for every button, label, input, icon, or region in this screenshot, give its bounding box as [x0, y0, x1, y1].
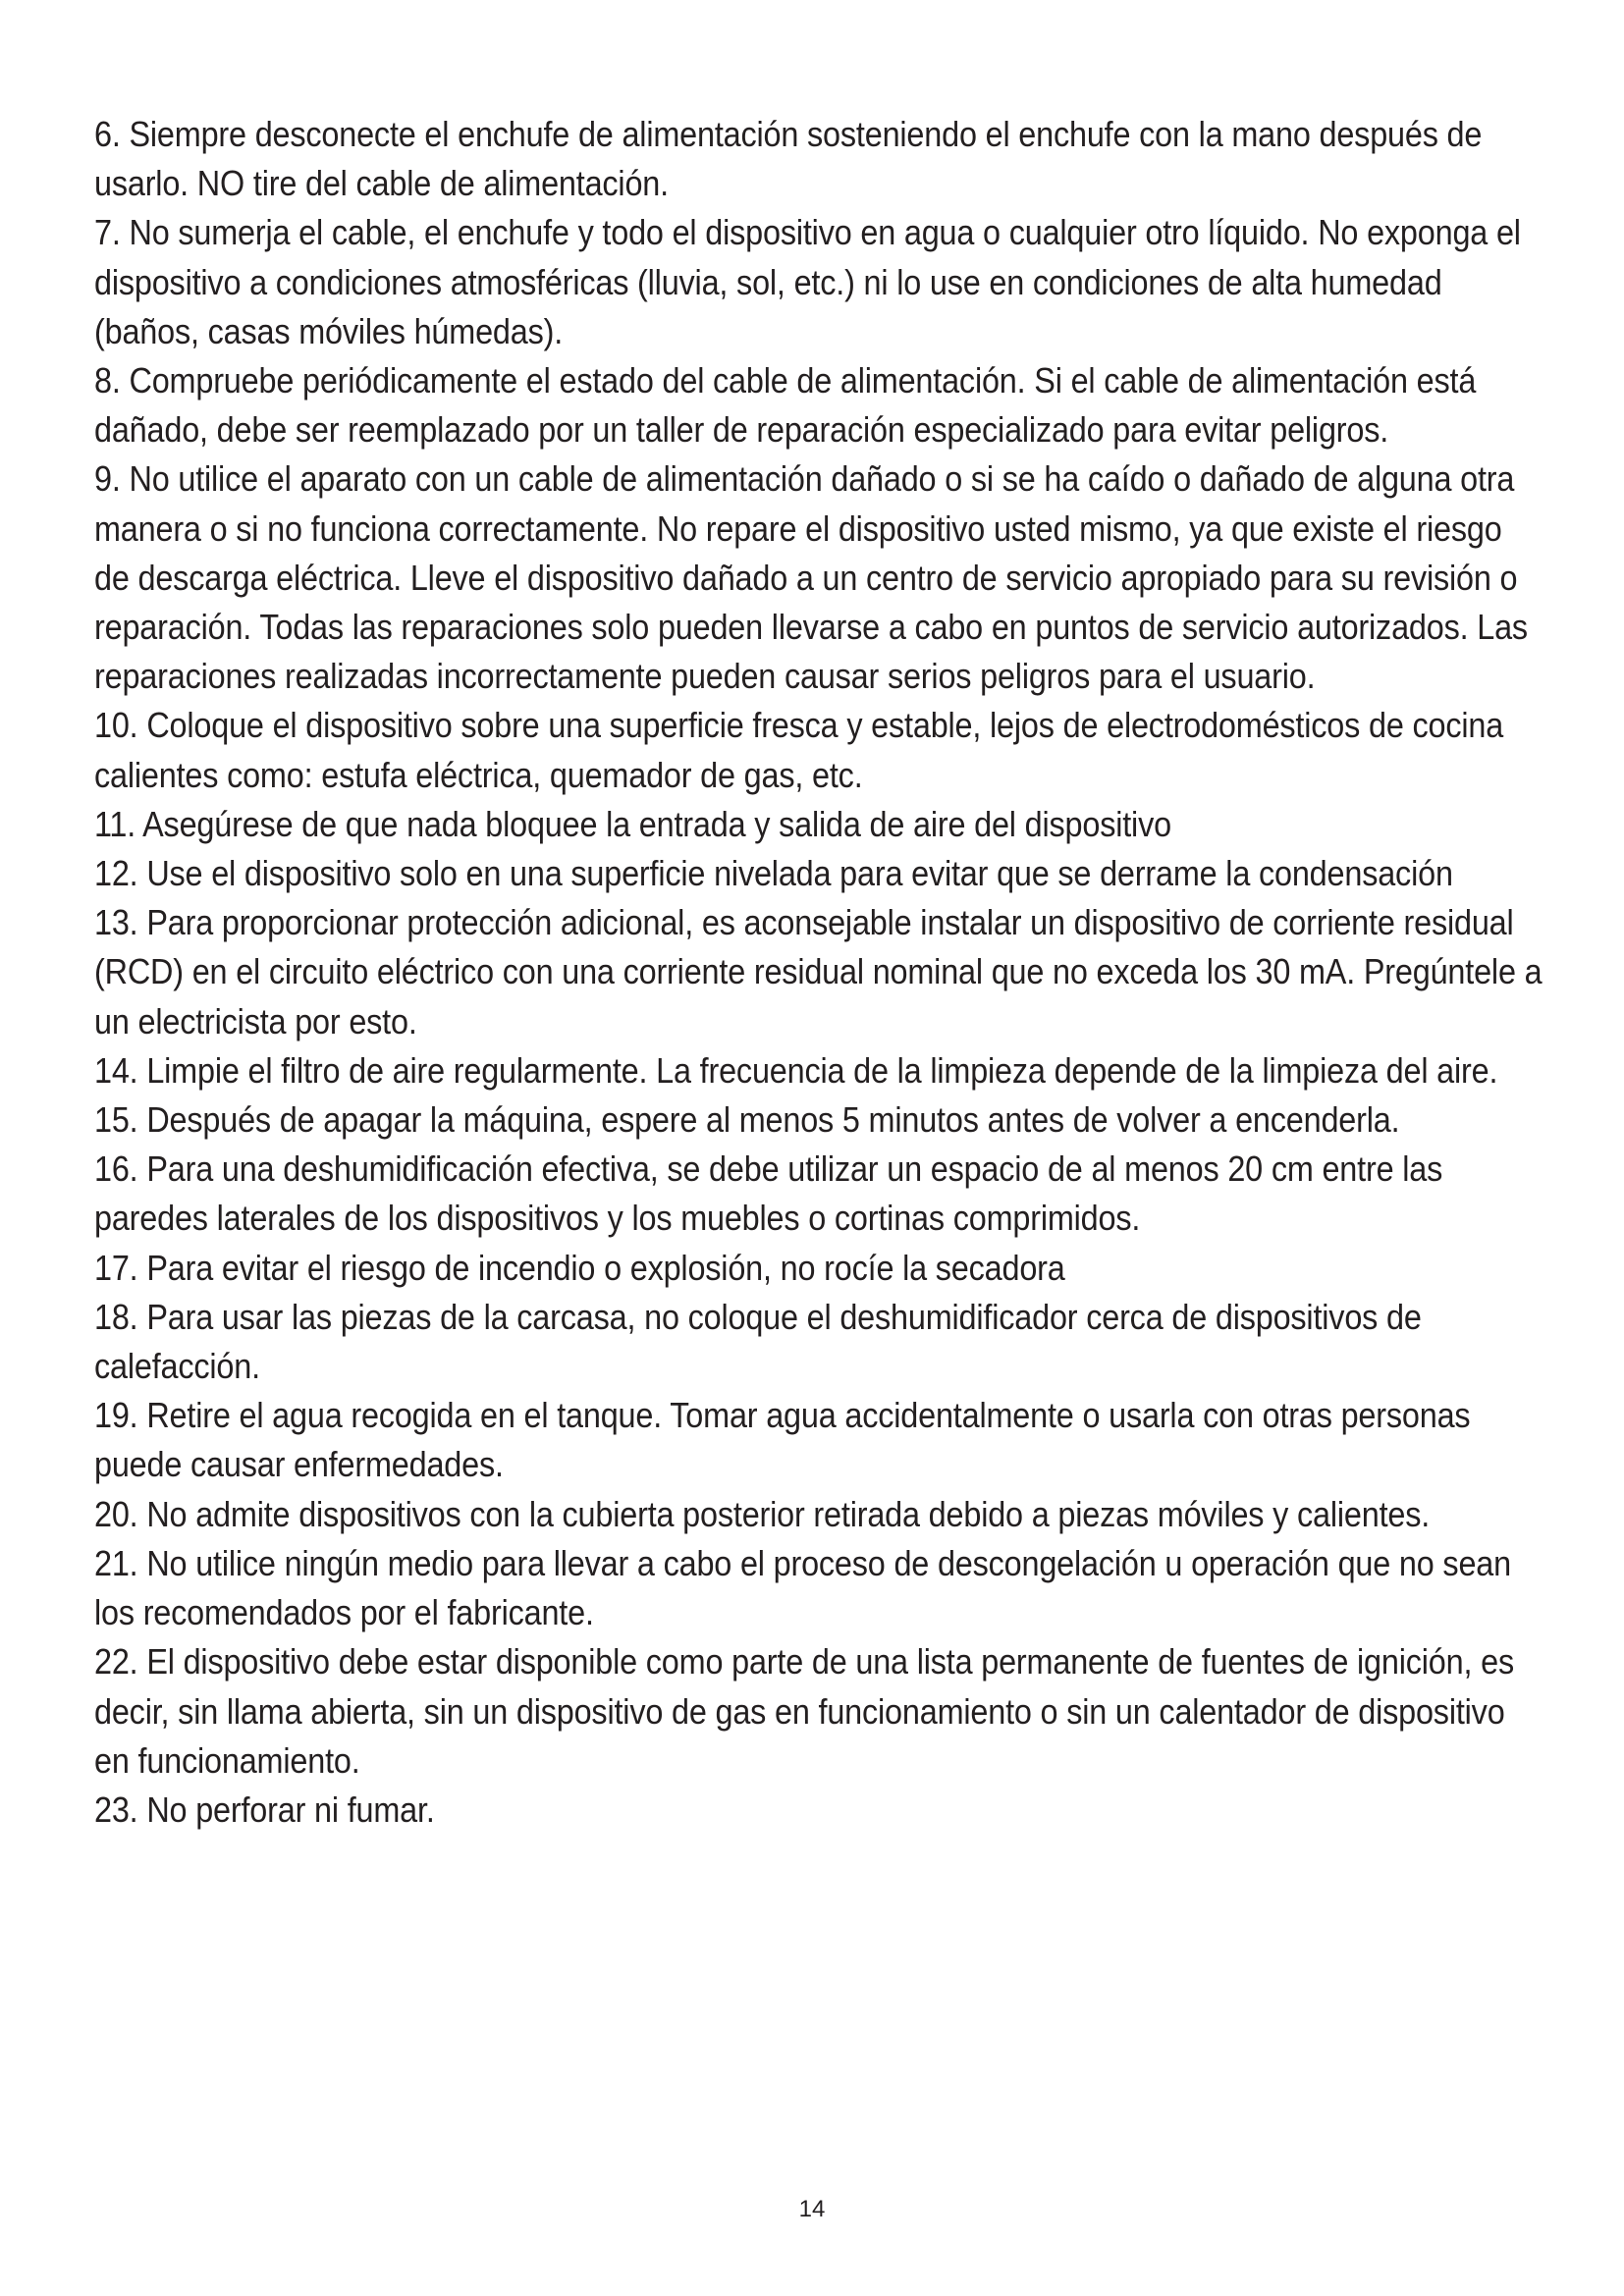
instruction-item-23: 23. No perforar ni fumar.	[94, 1789, 435, 1830]
instruction-item-17: 17. Para evitar el riesgo de incendio o explosión, no rocíe la secadora	[94, 1247, 1065, 1288]
instruction-item-7: 7. No sumerja el cable, el enchufe y todo el dispositivo en agua o cualquier otro líquido. No exponga el dispositivo a condiciones atmosféricas (lluvia, sol, etc.) ni lo use en condiciones de alta humedad (baños, casas móviles húmedas).	[94, 212, 1521, 351]
instruction-item-9: 9. No utilice el aparato con un cable de alimentación dañado o si se ha caído o dañado de alguna otra manera o si no funciona correctamente. No repare el dispositivo usted mismo, ya que existe el riesgo de descarga eléctrica. Lleve el dispositivo dañado a un centro de servicio apropiado para su revisión o reparación. Todas las reparaciones solo pueden llevarse a cabo en puntos de servicio autorizados. Las reparaciones realizadas incorrectamente pueden causar serios peligros para el usuario.	[94, 458, 1528, 697]
instruction-item-10: 10. Coloque el dispositivo sobre una superficie fresca y estable, lejos de electrodomésticos de cocina calientes como: estufa eléctrica, quemador de gas, etc.	[94, 705, 1504, 795]
instruction-item-22: 22. El dispositivo debe estar disponible como parte de una lista permanente de fuentes de ignición, es decir, sin llama abierta, sin un dispositivo de gas en funcionamiento o sin un calentador de dispositivo en funcionamiento.	[94, 1641, 1514, 1781]
safety-instructions-list	[94, 110, 1547, 1835]
instruction-item-15: 15. Después de apagar la máquina, espere al menos 5 minutos antes de volver a encenderla.	[94, 1099, 1400, 1141]
instruction-item-6: 6. Siempre desconecte el enchufe de alimentación sosteniendo el enchufe con la mano después de usarlo. NO tire del cable de alimentación.	[94, 114, 1483, 204]
instruction-item-14: 14. Limpie el filtro de aire regularmente. La frecuencia de la limpieza depende de la limpieza del aire.	[94, 1049, 1498, 1091]
instruction-item-13: 13. Para proporcionar protección adicional, es aconsejable instalar un dispositivo de corriente residual (RCD) en el circuito eléctrico con una corriente residual nominal que no exceda los 30 mA. Pregúntele a un electricista por esto.	[94, 902, 1543, 1041]
instruction-item-20: 20. No admite dispositivos con la cubierta posterior retirada debido a piezas móviles y calientes.	[94, 1493, 1431, 1534]
instruction-item-11: 11. Asegúrese de que nada bloquee la entrada y salida de aire del dispositivo	[94, 803, 1171, 844]
instruction-item-8: 8. Compruebe periódicamente el estado del cable de alimentación. Si el cable de alimentación está dañado, debe ser reemplazado por un taller de reparación especializado para evitar peligros.	[94, 360, 1477, 451]
instruction-item-18: 18. Para usar las piezas de la carcasa, no coloque el deshumidificador cerca de dispositivos de calefacción.	[94, 1296, 1422, 1387]
page-number: 14	[798, 2196, 826, 2222]
instruction-item-21: 21. No utilice ningún medio para llevar a cabo el proceso de descongelación u operación que no sean los recomendados por el fabricante.	[94, 1542, 1511, 1633]
instruction-item-19: 19. Retire el agua recogida en el tanque. Tomar agua accidentalmente o usarla con otras personas puede causar enfermedades.	[94, 1395, 1471, 1485]
instruction-item-12: 12. Use el dispositivo solo en una superficie nivelada para evitar que se derrame la condensación	[94, 853, 1453, 894]
instruction-item-16: 16. Para una deshumidificación efectiva, se debe utilizar un espacio de al menos 20 cm entre las paredes laterales de los dispositivos y los muebles o cortinas comprimidos.	[94, 1148, 1443, 1239]
